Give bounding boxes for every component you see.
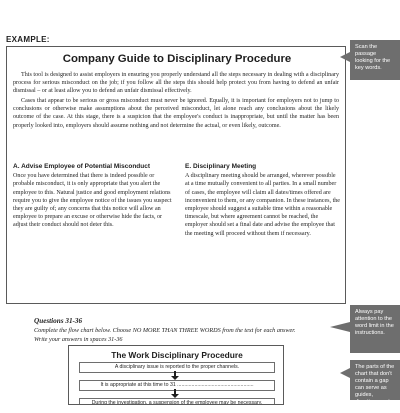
flow-step-1: A disciplinary issue is reported to the proper channels. (79, 362, 275, 373)
note-attention-arrow-icon (330, 322, 350, 332)
section-e (185, 163, 341, 238)
section-a-text: Once you have determined that there is indeed possible or probable misconduct, it is only appropriate that you alert the employee to this. Natural justice and good employment relations require you to give the employee notice of the issues you suspect they are guilty of; any concerns that this notice will allow an employee to prepare an excuse or otherwise hide the facts, or adjust their conduct should not deter this. (13, 173, 172, 229)
section-a-heading: A. Advise Employee of Potential Misconduct (13, 163, 151, 170)
article-box (6, 46, 346, 304)
note-parts (350, 360, 400, 412)
intro-paragraph-2: Cases that appear to be serious or gross misconduct must never be ignored. Equally, it is important for employers not to jump to conclusions or otherwise make assumptions about the perceived misconduct, let alone reach any conclusions about the likely outcome of the case. At this stage, there is a suspicion that the employee's conduct is inappropriate, but until the matter has been properly looked into, employers should assume nothing and not determine the actual, or even likely, outcome. (13, 98, 339, 129)
note-scan-text: Scan the passage looking for the key words. (355, 44, 391, 71)
section-e-text: A disciplinary meeting should be arranged, wherever possible at a time mutually convenient to all parties. In a small number of cases, the employee will claim all dates/times offered are inconvenient to them, or any companion. In these instances, the employee should suggest a suitable time within a reasonable timescale, but where agreement cannot be reached, the employer should set a final date and advise the employee that the meeting will proceed without them if necessary. (185, 173, 341, 237)
section-a (13, 163, 173, 230)
note-scan (350, 40, 400, 80)
flow-chart (68, 345, 284, 405)
questions-instruction: Complete the flow chart below. Choose NO MORE THAN THREE WORDS from the text for each answer. (34, 327, 296, 334)
note-parts-arrow-icon (340, 368, 350, 378)
questions-instruction-2: Write your answers in spaces 31-36 (34, 336, 123, 343)
note-scan-arrow-icon (340, 52, 350, 62)
note-attention (350, 305, 400, 353)
flow-step-3: During the investigation, a suspension of the employee may be necessary. (79, 398, 275, 405)
note-attention-text: Always pay attention to the word limit in the instructions. (355, 309, 394, 336)
questions-title: Questions 31-36 (34, 317, 83, 325)
article-title: Company Guide to Disciplinary Procedure (62, 53, 292, 65)
example-label: EXAMPLE: (6, 35, 50, 44)
flow-chart-title: The Work Disciplinary Procedure (111, 350, 243, 360)
flow-step-2: It is appropriate at this time to 31 ..................................................... (79, 380, 275, 391)
section-e-heading: E. Disciplinary Meeting (185, 163, 257, 170)
intro-paragraph: This tool is designed to assist employers in ensuring you properly understand all the steps necessary in dealing with a disciplinary process for serious misconduct on the job; if you follow all the steps this should help protect you from having to defend an unfair dismissal – or at least allow you to defend an unfair dismissal effectively. (13, 72, 339, 95)
note-parts-text: The parts of the chart that don't contain a gap can serve as guides, directing you to the appropriate (355, 364, 395, 412)
